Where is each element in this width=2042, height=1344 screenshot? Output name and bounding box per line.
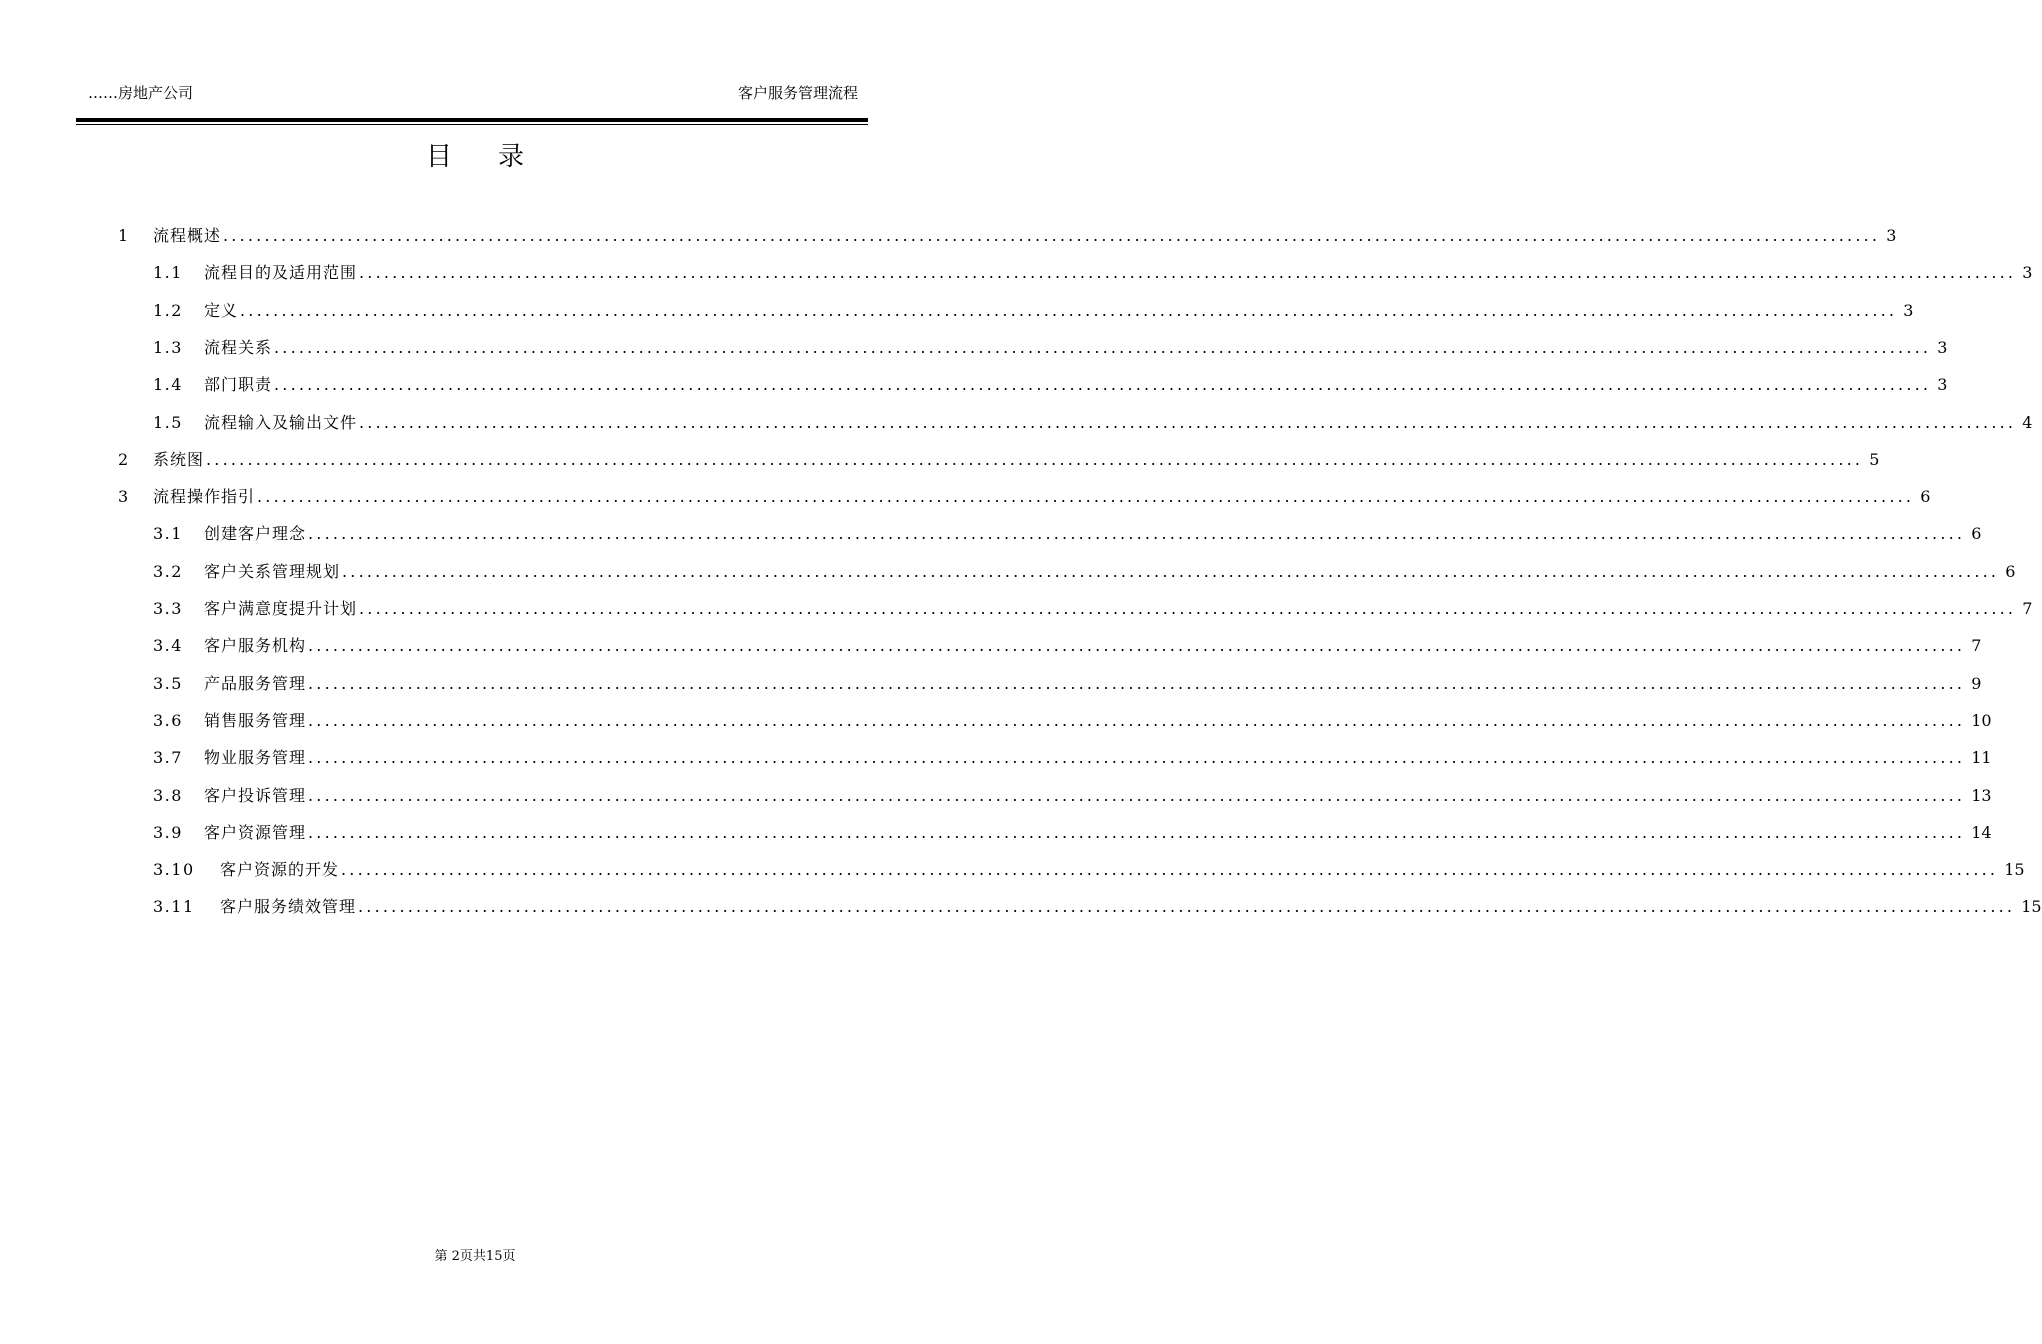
toc-entry-page: 13	[1971, 785, 1992, 805]
toc-entry-page: 5	[1869, 449, 1880, 469]
toc-dot-leader: ........................................................................................................................................................................................................	[308, 524, 1966, 544]
toc-entry[interactable]	[153, 856, 2025, 884]
toc-entry-number: 3.2	[153, 561, 183, 581]
toc-dot-leader: ........................................................................................................................................................................................................	[308, 748, 1966, 768]
toc-entry-title: 流程输入及输出文件	[204, 412, 358, 432]
toc-entry[interactable]	[153, 595, 2033, 623]
toc-entry-title: 销售服务管理	[204, 710, 307, 730]
toc-entry-title: 流程关系	[204, 337, 273, 357]
toc-entry[interactable]	[153, 782, 1992, 810]
toc-entry[interactable]	[153, 744, 1992, 772]
toc-entry-page: 7	[2022, 599, 2033, 618]
toc-entry-number: 1.3	[153, 337, 183, 357]
toc-dot-leader: ........................................................................................................................................................................................................	[274, 337, 1932, 357]
toc-entry[interactable]	[118, 483, 1931, 511]
toc-entry-number: 3.1	[153, 524, 183, 544]
toc-entry-page: 15	[2021, 897, 2042, 917]
toc-entry[interactable]	[153, 632, 1982, 660]
toc-entry-title: 客户满意度提升计划	[204, 599, 358, 618]
toc-dot-leader: ........................................................................................................................................................................................................	[342, 561, 2000, 581]
toc-title	[0, 140, 950, 174]
toc-entry[interactable]	[118, 222, 1897, 250]
toc-dot-leader: ........................................................................................................................................................................................................	[359, 412, 2017, 432]
toc-entry-number: 1.1	[153, 263, 183, 283]
toc-entry-page: 3	[1903, 300, 1914, 320]
toc-entry-page: 6	[1920, 487, 1931, 507]
toc-entry[interactable]	[153, 893, 2042, 921]
toc-entry-page: 6	[1971, 524, 1982, 544]
toc-entry-number: 3.5	[153, 673, 183, 693]
toc-entry-number: 2	[118, 449, 129, 469]
toc-entry-title: 创建客户理念	[204, 524, 307, 544]
toc-entry-page: 10	[1971, 710, 1992, 730]
toc-entry[interactable]	[153, 520, 1982, 548]
toc-entry-page: 3	[2022, 263, 2033, 283]
toc-title-first: 目	[425, 142, 452, 172]
toc-entry-page: 3	[1886, 226, 1897, 245]
toc-entry[interactable]	[153, 409, 2033, 437]
toc-entry[interactable]	[153, 558, 2016, 586]
toc-entry-page: 4	[2022, 412, 2033, 432]
toc-title-second: 录	[498, 142, 525, 172]
toc-dot-leader: ........................................................................................................................................................................................................	[274, 375, 1932, 395]
toc-dot-leader: ........................................................................................................................................................................................................	[257, 487, 1915, 507]
toc-dot-leader: ........................................................................................................................................................................................................	[308, 636, 1966, 656]
toc-entry[interactable]	[153, 819, 1992, 847]
toc-entry-title: 流程目的及适用范围	[204, 263, 358, 283]
toc-entry-number: 3.8	[153, 785, 183, 805]
toc-dot-leader: ........................................................................................................................................................................................................	[308, 785, 1966, 805]
toc-entry-page: 9	[1971, 673, 1982, 693]
toc-entry-page: 15	[2004, 860, 2025, 880]
company-name: ……房地产公司	[88, 84, 194, 102]
toc-entry-number: 3.11	[153, 897, 195, 917]
toc-entry-number: 1	[118, 226, 129, 245]
header-rule-thin	[76, 124, 868, 125]
toc-dot-leader: ........................................................................................................................................................................................................	[359, 599, 2017, 618]
toc-entry-title: 客户服务绩效管理	[220, 897, 357, 917]
toc-entry-number: 1.2	[153, 300, 183, 320]
toc-dot-leader: ........................................................................................................................................................................................................	[358, 897, 2016, 917]
toc-entry-page: 3	[1937, 375, 1948, 395]
header-rule-thick	[76, 118, 868, 122]
toc-entry-number: 3.10	[153, 860, 195, 880]
toc-entry-page: 3	[1937, 337, 1948, 357]
toc-entry-number: 3.9	[153, 822, 183, 842]
toc-entry-title: 客户资源管理	[204, 822, 307, 842]
toc-entry-title: 系统图	[153, 449, 205, 469]
toc-entry-number: 3.4	[153, 636, 183, 656]
toc-dot-leader: ........................................................................................................................................................................................................	[240, 300, 1898, 320]
toc-dot-leader: ........................................................................................................................................................................................................	[341, 860, 1999, 880]
toc-dot-leader: ........................................................................................................................................................................................................	[223, 226, 1881, 245]
toc-entry[interactable]	[153, 707, 1992, 735]
toc-entry-title: 客户投诉管理	[204, 785, 307, 805]
toc-dot-leader: ........................................................................................................................................................................................................	[308, 710, 1966, 730]
toc-entry-title: 定义	[204, 300, 239, 320]
toc-entry-number: 3.7	[153, 748, 183, 768]
toc-entry-title: 流程操作指引	[153, 487, 256, 507]
toc-dot-leader: ........................................................................................................................................................................................................	[308, 673, 1966, 693]
toc-entry[interactable]	[153, 297, 1914, 325]
toc-entry-page: 11	[1971, 748, 1992, 768]
toc-entry-title: 客户服务机构	[204, 636, 307, 656]
toc-entry[interactable]	[118, 446, 1880, 474]
document-title: 客户服务管理流程	[737, 84, 858, 102]
page-footer: 第 2页共15页	[434, 1249, 516, 1264]
toc-entry-number: 3.6	[153, 710, 183, 730]
toc-entry[interactable]	[153, 371, 1948, 399]
toc-entry-number: 1.4	[153, 375, 183, 395]
toc-entry-number: 3	[118, 487, 129, 507]
toc-entry-page: 7	[1971, 636, 1982, 656]
toc-entry-title: 物业服务管理	[204, 748, 307, 768]
toc-entry-title: 流程概述	[153, 226, 222, 245]
toc-entry-title: 部门职责	[204, 375, 273, 395]
toc-dot-leader: ........................................................................................................................................................................................................	[206, 449, 1864, 469]
toc-entry-page: 14	[1971, 822, 1992, 842]
toc-entry[interactable]	[153, 670, 1982, 698]
toc-entry-page: 6	[2005, 561, 2016, 581]
toc-entry-number: 3.3	[153, 599, 183, 618]
toc-entry-title: 客户关系管理规划	[204, 561, 341, 581]
toc-entry[interactable]	[153, 334, 1948, 362]
toc-entry-number: 1.5	[153, 412, 183, 432]
toc-dot-leader: ........................................................................................................................................................................................................	[308, 822, 1966, 842]
toc-entry[interactable]	[153, 259, 2033, 287]
toc-dot-leader: ........................................................................................................................................................................................................	[359, 263, 2017, 283]
toc-entry-title: 客户资源的开发	[220, 860, 340, 880]
toc-entry-title: 产品服务管理	[204, 673, 307, 693]
